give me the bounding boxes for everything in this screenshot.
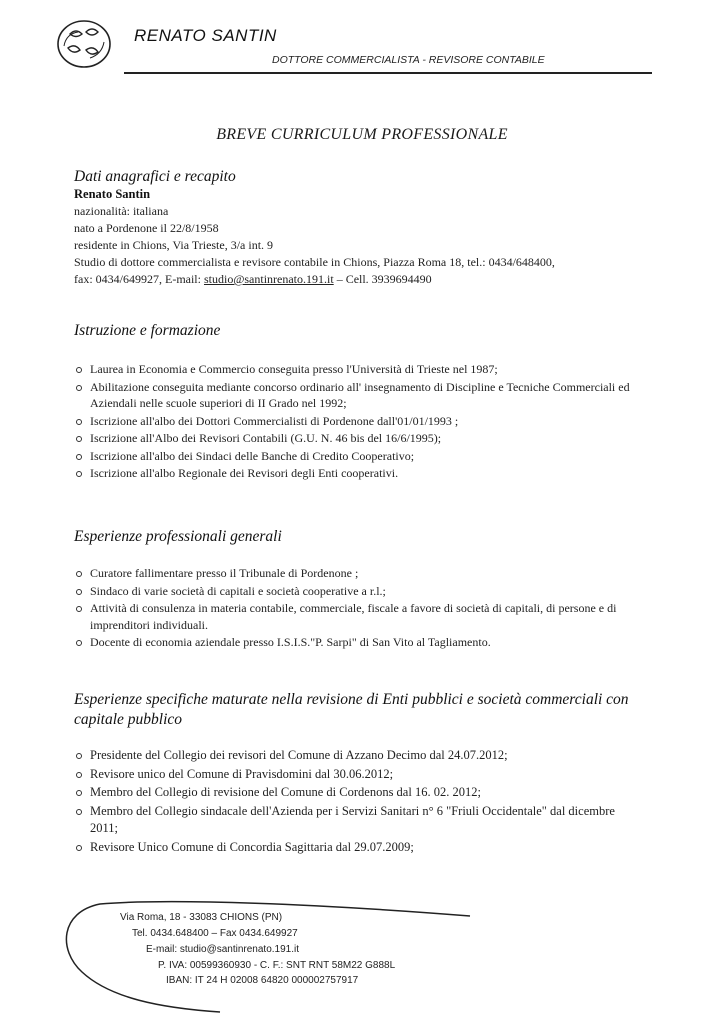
- footer-piva: P. IVA: 00599360930 - C. F.: SNT RNT 58M22 G888L: [158, 960, 396, 971]
- esperienze-list: [74, 565, 644, 652]
- section-heading-specifiche: Esperienze specifiche maturate nella revisione di Enti pubblici e società commerciali con capitale pubblico: [74, 691, 629, 728]
- list-item: Docente di economia aziendale presso I.S.I.S."P. Sarpi" di San Vito al Tagliamento.: [74, 634, 644, 651]
- contact-line: [74, 271, 654, 288]
- list-item: Sindaco di varie società di capitali e società cooperative a r.l.;: [74, 583, 644, 600]
- brand-name: RENATO SANTIN: [134, 26, 277, 45]
- list-item: Revisore Unico Comune di Concordia Sagittaria dal 29.07.2009;: [74, 839, 644, 857]
- list-item: Iscrizione all'Albo dei Revisori Contabili (G.U. N. 46 bis del 16/6/1995);: [74, 430, 644, 447]
- list-item: Presidente del Collegio dei revisori del Comune di Azzano Decimo dal 24.07.2012;: [74, 747, 644, 765]
- footer-address: Via Roma, 18 - 33083 CHIONS (PN): [120, 912, 283, 923]
- anagrafica-line: Studio di dottore commercialista e revisore contabile in Chions, Piazza Roma 18, tel.: 0434/648400,: [74, 255, 555, 269]
- list-item: Iscrizione all'albo Regionale dei Revisori degli Enti cooperativi.: [74, 465, 644, 482]
- footer-swoosh: [60, 890, 480, 1020]
- anagrafica-block: [74, 186, 654, 288]
- section-heading-anagrafica: Dati anagrafici e recapito: [74, 168, 236, 185]
- header-divider: [124, 72, 652, 74]
- list-item: Laurea in Economia e Commercio conseguita presso l'Università di Trieste nel 1987;: [74, 361, 644, 378]
- brand-subtitle: DOTTORE COMMERCIALISTA - REVISORE CONTABILE: [272, 54, 545, 66]
- anagrafica-line: nazionalità: italiana: [74, 204, 169, 218]
- istruzione-list: [74, 361, 644, 483]
- section-heading-esperienze: Esperienze professionali generali: [74, 528, 282, 545]
- fax-text: fax: 0434/649927, E-mail:: [74, 272, 204, 286]
- specifiche-list: [74, 747, 644, 857]
- section-heading-istruzione: Istruzione e formazione: [74, 322, 221, 339]
- anagrafica-line: nato a Pordenone il 22/8/1958: [74, 221, 219, 235]
- cell-text: – Cell. 3939694490: [333, 272, 432, 286]
- document-title: BREVE CURRICULUM PROFESSIONALE: [216, 126, 508, 143]
- list-item: Abilitazione conseguita mediante concorso ordinario all' insegnamento di Discipline e Tecniche Commerciali ed Aziendali nelle scuole superiori di II Grado nel 1992;: [74, 379, 644, 412]
- list-item: Membro del Collegio di revisione del Comune di Cordenons dal 16. 02. 2012;: [74, 784, 644, 802]
- email-link[interactable]: studio@santinrenato.191.it: [203, 272, 334, 286]
- footer-iban: IBAN: IT 24 H 02008 64820 000002757917: [166, 975, 359, 986]
- person-name: Renato Santin: [74, 187, 151, 201]
- footer-email: E-mail: studio@santinrenato.191.it: [146, 944, 300, 955]
- anagrafica-line: residente in Chions, Via Trieste, 3/a int. 9: [74, 238, 274, 252]
- list-item: Membro del Collegio sindacale dell'Azienda per i Servizi Sanitari n° 6 "Friuli Occidentale" dal dicembre 2011;: [74, 803, 644, 838]
- footer-phone: Tel. 0434.648400 – Fax 0434.649927: [132, 928, 298, 939]
- list-item: Revisore unico del Comune di Pravisdomini dal 30.06.2012;: [74, 766, 644, 784]
- logo-emblem: [50, 16, 118, 72]
- list-item: Attività di consulenza in materia contabile, commerciale, fiscale a favore di società di capitali, di persone e di imprenditori individuali.: [74, 600, 644, 633]
- list-item: Iscrizione all'albo dei Sindaci delle Banche di Credito Cooperativo;: [74, 448, 644, 465]
- list-item: Curatore fallimentare presso il Tribunale di Pordenone ;: [74, 565, 644, 582]
- list-item: Iscrizione all'albo dei Dottori Commercialisti di Pordenone dall'01/01/1993 ;: [74, 413, 644, 430]
